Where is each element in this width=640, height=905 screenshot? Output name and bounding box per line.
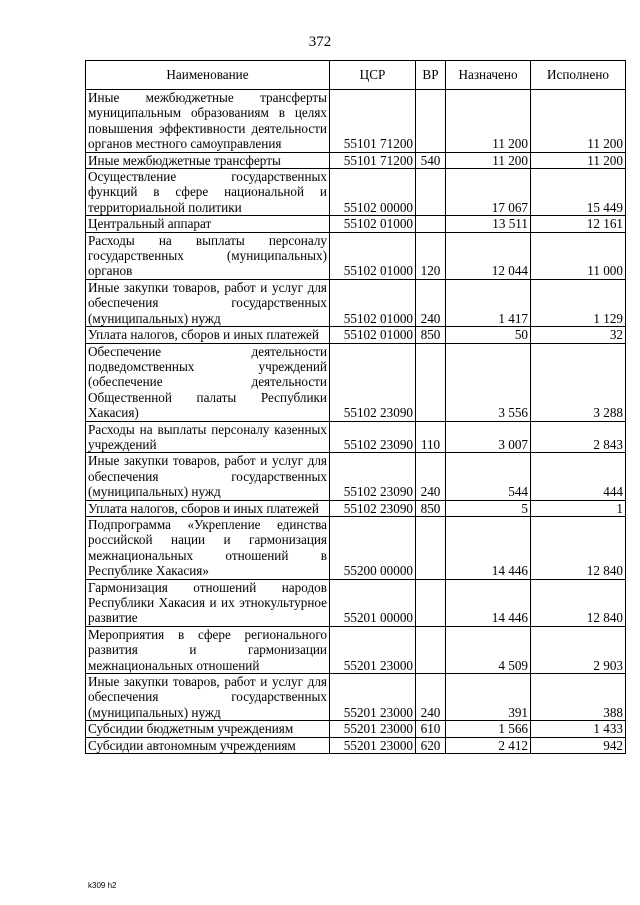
table-row (86, 279, 626, 326)
cell-name: Иные межбюджетные трансферты муниципальным образованиям в целях повышения эффективности деятельности органов местного самоуправления (86, 90, 330, 153)
cell-name: Уплата налогов, сборов и иных платежей (86, 500, 330, 516)
cell-vr (416, 626, 446, 673)
cell-planned: 391 (446, 674, 531, 721)
cell-csr: 55102 01000 (330, 216, 416, 232)
cell-executed: 12 840 (531, 516, 626, 579)
cell-name: Расходы на выплаты персоналу государственных (муниципальных) органов (86, 232, 330, 279)
cell-name: Субсидии бюджетным учреждениям (86, 721, 330, 737)
cell-planned: 1 417 (446, 279, 531, 326)
cell-executed: 1 129 (531, 279, 626, 326)
cell-csr: 55102 23090 (330, 343, 416, 421)
cell-name: Иные закупки товаров, работ и услуг для обеспечения государственных (муниципальных) нужд (86, 674, 330, 721)
cell-planned: 13 511 (446, 216, 531, 232)
cell-planned: 14 446 (446, 579, 531, 626)
cell-executed: 12 161 (531, 216, 626, 232)
header-name: Наименование (86, 61, 330, 90)
table-row (86, 516, 626, 579)
cell-vr: 850 (416, 500, 446, 516)
cell-name: Иные межбюджетные трансферты (86, 152, 330, 168)
cell-vr (416, 169, 446, 216)
cell-csr: 55101 71200 (330, 90, 416, 153)
page-number: 372 (308, 34, 332, 50)
table-row (86, 453, 626, 500)
cell-name: Субсидии автономным учреждениям (86, 737, 330, 753)
cell-vr: 110 (416, 421, 446, 453)
table-row (86, 216, 626, 232)
cell-name: Обеспечение деятельности подведомственных учреждений (обеспечение деятельности Общественной палаты Республики Хакасия) (86, 343, 330, 421)
cell-planned: 3 007 (446, 421, 531, 453)
cell-name: Центральный аппарат (86, 216, 330, 232)
cell-csr: 55101 71200 (330, 152, 416, 168)
cell-csr: 55102 23090 (330, 453, 416, 500)
cell-executed: 32 (531, 327, 626, 343)
cell-executed: 1 (531, 500, 626, 516)
cell-csr: 55200 00000 (330, 516, 416, 579)
table-row (86, 343, 626, 421)
cell-executed: 2 843 (531, 421, 626, 453)
cell-name: Иные закупки товаров, работ и услуг для обеспечения государственных (муниципальных) нужд (86, 279, 330, 326)
cell-vr: 850 (416, 327, 446, 343)
header-executed: Исполнено (531, 61, 626, 90)
header-vr: ВР (416, 61, 446, 90)
table-row (86, 169, 626, 216)
cell-executed: 12 840 (531, 579, 626, 626)
cell-executed: 2 903 (531, 626, 626, 673)
cell-planned: 544 (446, 453, 531, 500)
cell-executed: 942 (531, 737, 626, 753)
table-row (86, 737, 626, 753)
cell-name: Уплата налогов, сборов и иных платежей (86, 327, 330, 343)
cell-vr: 610 (416, 721, 446, 737)
cell-csr: 55102 23090 (330, 500, 416, 516)
table-row (86, 579, 626, 626)
cell-vr (416, 579, 446, 626)
table-row (86, 152, 626, 168)
cell-executed: 15 449 (531, 169, 626, 216)
cell-vr: 120 (416, 232, 446, 279)
cell-name: Подпрограмма «Укрепление единства российской нации и гармонизация межнациональных отношений в Республике Хакасия» (86, 516, 330, 579)
cell-planned: 17 067 (446, 169, 531, 216)
cell-name: Осуществление государственных функций в сфере национальной и территориальной политики (86, 169, 330, 216)
cell-executed: 11 000 (531, 232, 626, 279)
cell-planned: 50 (446, 327, 531, 343)
cell-csr: 55201 23000 (330, 626, 416, 673)
table-row (86, 421, 626, 453)
cell-vr (416, 516, 446, 579)
cell-planned: 5 (446, 500, 531, 516)
table-row (86, 500, 626, 516)
cell-planned: 12 044 (446, 232, 531, 279)
cell-executed: 444 (531, 453, 626, 500)
cell-vr: 240 (416, 453, 446, 500)
cell-vr: 620 (416, 737, 446, 753)
cell-csr: 55201 23000 (330, 674, 416, 721)
cell-planned: 4 509 (446, 626, 531, 673)
cell-executed: 11 200 (531, 90, 626, 153)
cell-name: Гармонизация отношений народов Республики Хакасия и их этнокультурное развитие (86, 579, 330, 626)
cell-csr: 55201 00000 (330, 579, 416, 626)
table-row (86, 626, 626, 673)
cell-executed: 3 288 (531, 343, 626, 421)
cell-csr: 55201 23000 (330, 721, 416, 737)
cell-planned: 1 566 (446, 721, 531, 737)
footer-code: k309 h2 (88, 881, 117, 890)
cell-executed: 1 433 (531, 721, 626, 737)
table-row (86, 674, 626, 721)
cell-csr: 55102 01000 (330, 232, 416, 279)
header-csr: ЦСР (330, 61, 416, 90)
budget-table (85, 60, 626, 754)
cell-name: Мероприятия в сфере регионального развития и гармонизации межнациональных отношений (86, 626, 330, 673)
cell-planned: 11 200 (446, 90, 531, 153)
cell-vr: 240 (416, 279, 446, 326)
cell-vr (416, 343, 446, 421)
cell-csr: 55102 23090 (330, 421, 416, 453)
header-planned: Назначено (446, 61, 531, 90)
cell-vr: 240 (416, 674, 446, 721)
cell-planned: 2 412 (446, 737, 531, 753)
cell-planned: 3 556 (446, 343, 531, 421)
cell-csr: 55102 01000 (330, 327, 416, 343)
table-row (86, 721, 626, 737)
cell-csr: 55201 23000 (330, 737, 416, 753)
cell-executed: 388 (531, 674, 626, 721)
cell-vr: 540 (416, 152, 446, 168)
table-row (86, 327, 626, 343)
cell-executed: 11 200 (531, 152, 626, 168)
table-header-row (86, 61, 626, 90)
cell-planned: 11 200 (446, 152, 531, 168)
cell-vr (416, 216, 446, 232)
table-row (86, 90, 626, 153)
cell-csr: 55102 01000 (330, 279, 416, 326)
cell-planned: 14 446 (446, 516, 531, 579)
cell-csr: 55102 00000 (330, 169, 416, 216)
cell-name: Расходы на выплаты персоналу казенных учреждений (86, 421, 330, 453)
table-row (86, 232, 626, 279)
cell-name: Иные закупки товаров, работ и услуг для обеспечения государственных (муниципальных) нужд (86, 453, 330, 500)
cell-vr (416, 90, 446, 153)
